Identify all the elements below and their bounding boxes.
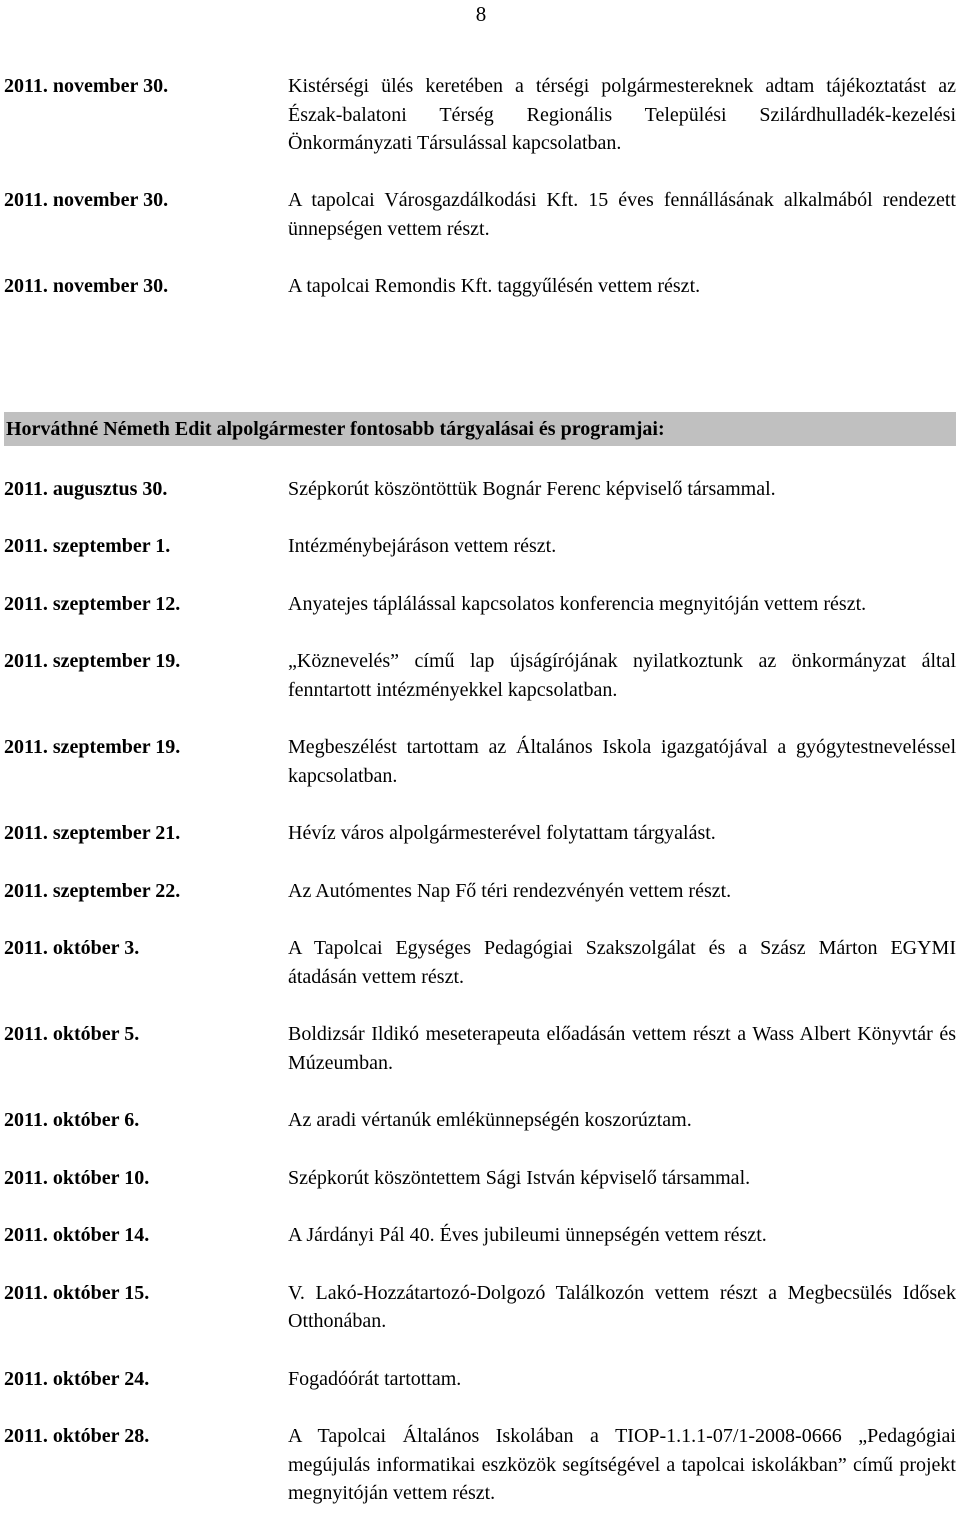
entry-date: 2011. szeptember 21. (4, 822, 181, 845)
entry-date: 2011. október 5. (4, 1023, 140, 1046)
entry-date: 2011. november 30. (4, 274, 169, 297)
entry-text: „Köznevelés” című lap újságírójának nyilatkoztunk az önkormányzat által fenntartott intézményekkel kapcsolatban. (288, 650, 956, 701)
entry-date: 2011. szeptember 19. (4, 736, 181, 759)
list-item (4, 819, 956, 848)
entry-date: 2011. október 10. (4, 1166, 150, 1189)
entry-date: 2011. szeptember 12. (4, 592, 181, 615)
entry-text: Kistérségi ülés keretében a térségi polgármestereknek adtam tájékoztatást az Észak-balatoni Térség Regionális Települési Szilárdhulladék-kezelési Önkormányzati Társulással kapcsolatban. (288, 75, 956, 155)
entries-list-section (4, 475, 956, 1508)
entry-text: Anyatejes táplálással kapcsolatos konferencia megnyitóján vettem részt. (288, 592, 867, 615)
list-item (4, 590, 956, 619)
list-item (4, 934, 956, 991)
entry-text: V. Lakó-Hozzátartozó-Dolgozó Találkozón vettem részt a Megbecsülés Idősek Otthonában. (288, 1281, 956, 1333)
entry-date: 2011. október 24. (4, 1367, 150, 1390)
list-item (4, 272, 956, 301)
section-heading-bar (4, 412, 956, 446)
entry-text: Megbeszélést tartottam az Általános Iskola igazgatójával a gyógytestneveléssel kapcsolatban. (288, 736, 956, 787)
entry-text: A tapolcai Városgazdálkodási Kft. 15 éves fennállásának alkalmából rendezett ünnepségen vettem részt. (288, 189, 956, 240)
list-item (4, 1279, 956, 1336)
list-item (4, 1164, 956, 1193)
list-item (4, 1365, 956, 1394)
section-heading: Horváthné Németh Edit alpolgármester fontosabb tárgyalásai és programjai: (6, 418, 665, 440)
entry-text: Az aradi vértanúk emlékünnepségén koszorúztam. (288, 1109, 692, 1132)
list-item (4, 1020, 956, 1077)
entry-text: Szépkorút köszöntettem Sági István képviselő társammal. (288, 1166, 751, 1189)
list-item (4, 647, 956, 704)
list-item (4, 72, 956, 158)
list-item (4, 475, 956, 504)
entry-text: Intézménybejáráson vettem részt. (288, 535, 557, 558)
list-item (4, 733, 956, 790)
list-item (4, 1221, 956, 1250)
entry-date: 2011. október 3. (4, 937, 140, 960)
entry-text: Hévíz város alpolgármesterével folytattam tárgyalást. (288, 822, 716, 845)
entry-date: 2011. október 15. (4, 1281, 150, 1304)
entry-date: 2011. november 30. (4, 75, 169, 97)
entry-date: 2011. október 14. (4, 1224, 150, 1247)
entry-text: Boldizsár Ildikó meseterapeuta előadásán vettem részt a Wass Albert Könyvtár és Múzeumban. (288, 1023, 956, 1074)
entry-date: 2011. szeptember 1. (4, 535, 171, 558)
entry-text: Az Autómentes Nap Fő téri rendezvényén vettem részt. (288, 879, 732, 902)
list-item (4, 532, 956, 561)
entry-date: 2011. november 30. (4, 189, 169, 212)
entry-text: A Járdányi Pál 40. Éves jubileumi ünnepségén vettem részt. (288, 1224, 767, 1247)
page-number: 8 (475, 2, 487, 26)
list-item (4, 1422, 956, 1508)
entry-date: 2011. szeptember 19. (4, 650, 181, 673)
entry-text: Fogadóórát tartottam. (288, 1367, 462, 1390)
entry-date: 2011. október 28. (4, 1424, 150, 1447)
entry-text: A tapolcai Remondis Kft. taggyűlésén vettem részt. (288, 274, 701, 297)
list-item (4, 1106, 956, 1135)
entries-list-top (4, 72, 956, 300)
list-item (4, 877, 956, 906)
entry-date: 2011. szeptember 22. (4, 879, 181, 902)
entry-text: Szépkorút köszöntöttük Bognár Ferenc képviselő társammal. (288, 478, 776, 500)
entry-text: A Tapolcai Általános Iskolában a TIOP-1.1.1-07/1-2008-0666 „Pedagógiai megújulás informatikai eszközök segítségével a tapolcai iskolákban” című projekt megnyitóján vettem részt. (288, 1424, 956, 1505)
list-item (4, 186, 956, 243)
entry-date: 2011. október 6. (4, 1109, 140, 1132)
entry-text: A Tapolcai Egységes Pedagógiai Szakszolgálat és a Szász Márton EGYMI átadásán vettem részt. (288, 937, 956, 988)
entry-date: 2011. augusztus 30. (4, 478, 168, 500)
